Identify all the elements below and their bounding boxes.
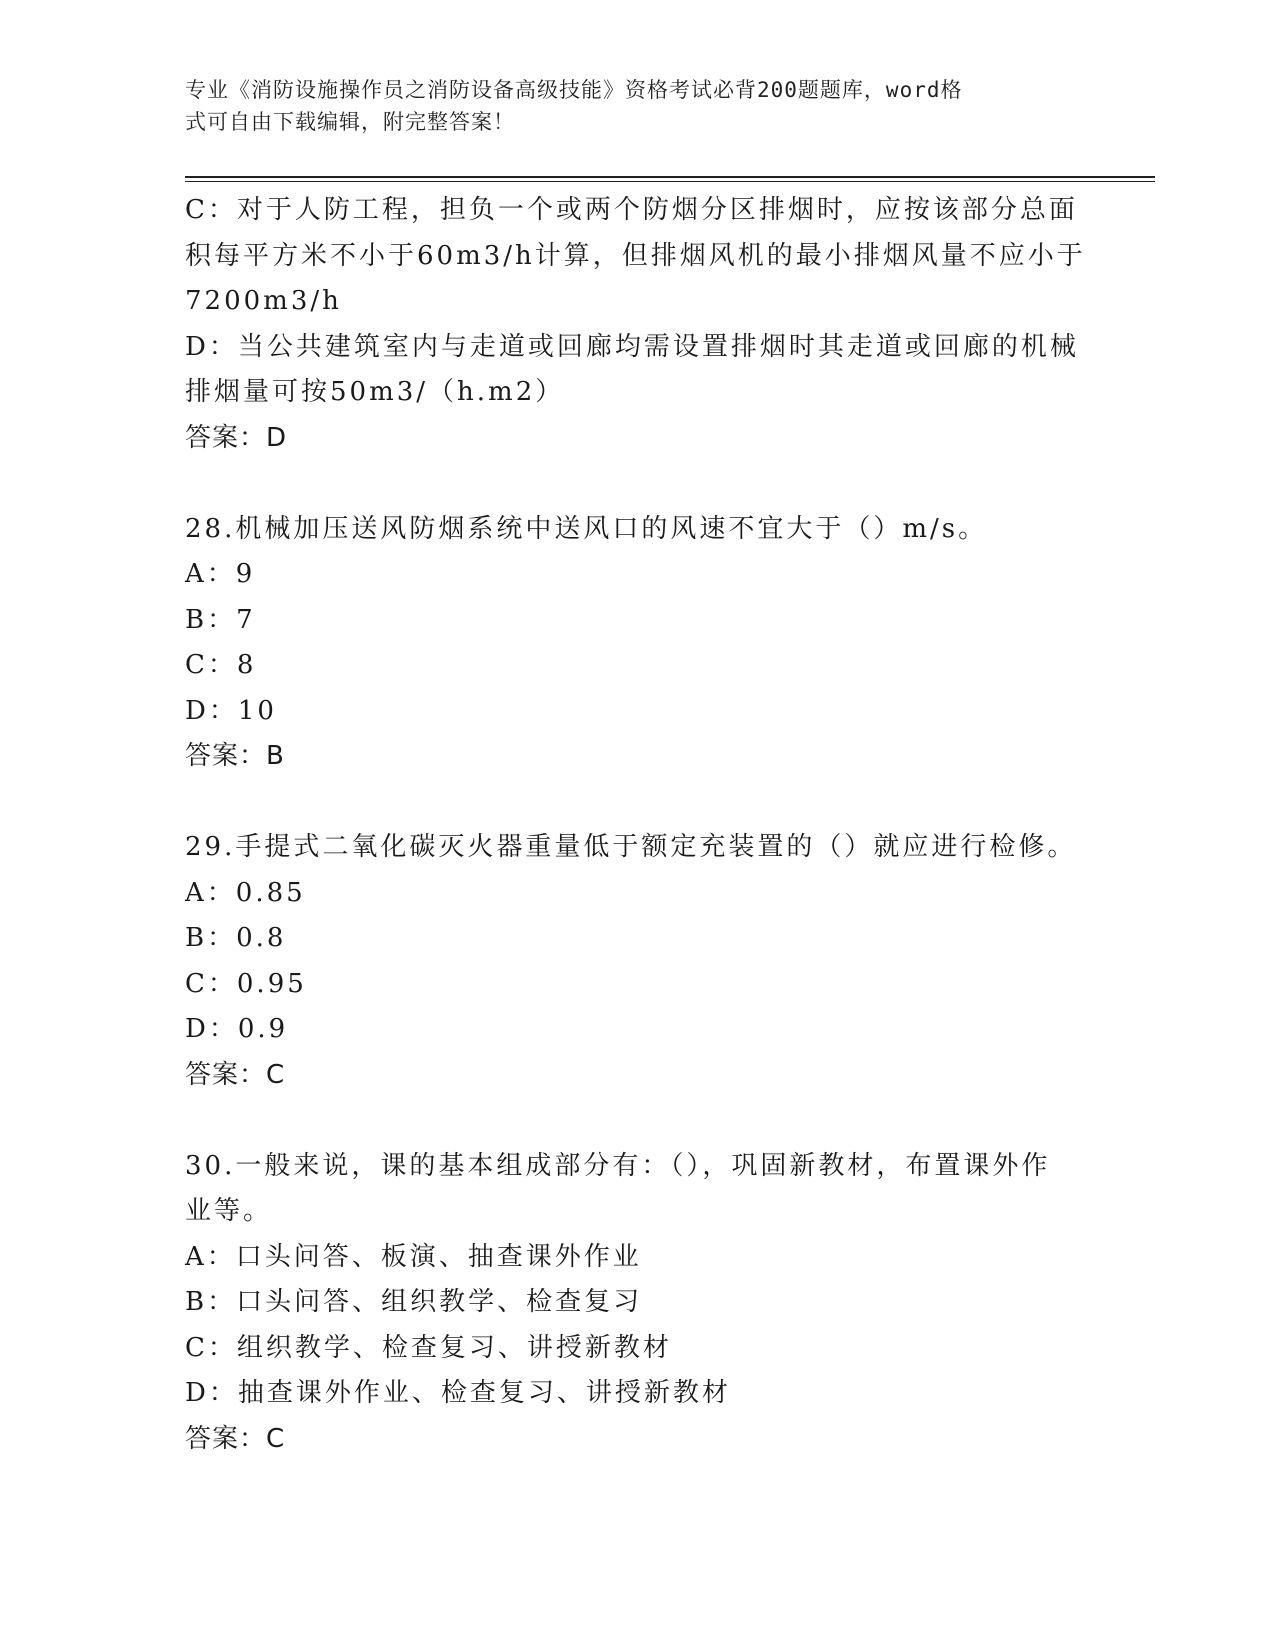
option-c-line-1: C：对于人防工程，担负一个或两个防烟分区排烟时，应按该部分总面 [185,195,1078,225]
question-stem: 29.手提式二氧化碳灭火器重量低于额定充装置的（）就应进行检修。 [185,832,1077,862]
option-d: D：10 [185,695,277,726]
option-c-line-3: 7200m3/h [185,286,342,316]
question-stem: 28.机械加压送风防烟系统中送风口的风速不宜大于（）m/s。 [185,513,988,544]
answer: 答案：C [185,1423,286,1454]
carryover-question [185,188,1086,461]
option-a: A：9 [185,559,256,589]
question-30 [185,1144,1065,1463]
option-c-line-2: 积每平方米不小于60m3/h计算，但排烟风机的最小排烟风量不应小于 [185,240,1086,271]
option-b: B：0.8 [185,923,287,953]
header-line-2: 式可自由下载编辑，附完整答案！ [185,110,515,134]
option-c: C：8 [185,650,257,680]
option-d: D：0.9 [185,1014,289,1044]
answer: 答案：C [185,1059,286,1090]
option-a: A：0.85 [185,877,306,908]
header-rule-thin [185,181,1155,182]
spacer [185,461,1065,507]
option-b: B：口头问答、组织教学、检查复习 [185,1287,643,1317]
question-28 [185,507,1065,780]
answer: 答案：D [185,422,288,453]
option-d: D：抽查课外作业、检查复习、讲授新教材 [185,1378,731,1408]
option-c: C：0.95 [185,968,307,999]
option-d-line-1: D：当公共建筑室内与走道或回廊均需设置排烟时其走道或回廊的机械 [185,331,1079,362]
header-line-1: 专业《消防设施操作员之消防设备高级技能》资格考试必背200题题库，word格 [185,78,963,102]
answer: 答案：B [185,741,285,771]
question-content [185,188,1086,1462]
spacer [185,780,1065,826]
question-stem-line-2: 业等。 [185,1196,273,1226]
option-b: B：7 [185,604,256,635]
document-header [185,74,1065,138]
question-stem-line-1: 30.一般来说，课的基本组成部分有：（），巩固新教材，布置课外作 [185,1150,1051,1181]
question-29 [185,825,1077,1098]
option-d-line-2: 排烟量可按50m3/（h.m2） [185,377,565,407]
option-a: A：口头问答、板演、抽查课外作业 [185,1241,642,1272]
header-rule-thick [185,176,1155,178]
spacer [185,1098,1065,1144]
option-c: C：组织教学、检查复习、讲授新教材 [185,1332,672,1363]
